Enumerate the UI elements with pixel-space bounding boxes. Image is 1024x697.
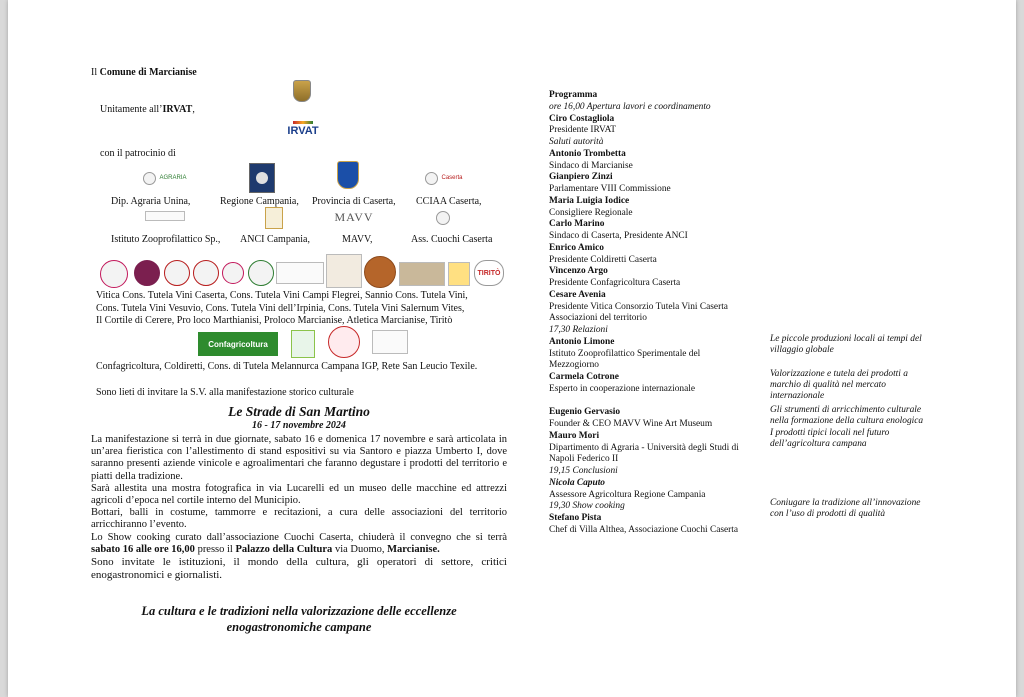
program-line: 17,30 Relazioni [549,325,608,335]
program-line: Assessore Agricoltura Regione Campania [549,489,706,500]
patronage-label: con il patrocinio di [100,148,176,159]
irpinia-logo [222,262,244,284]
talk-mori: I prodotti tipici locali nel futuro dell’agricoltura campana [770,428,890,450]
campi-flegrei-logo [134,260,160,286]
patron-cuochi: Ass. Cuochi Caserta [411,234,493,245]
talk-pista: Coniugare la tradizione all’innovazione con l’uso di prodotti di qualità [770,498,921,520]
program-line: Eugenio Gervasio [549,407,621,418]
partners-text-2: Confagricoltura, Coldiretti, Cons. di Tutela Melannurca Campana IGP, Rete San Leucio Texile. [96,361,478,372]
program-line: Ciro Costagliola [549,113,615,124]
program-line [549,396,769,408]
patron-mavv: MAVV, [342,234,373,245]
event-dates: 16 - 17 novembre 2024 [252,420,346,431]
program-line: Dipartimento di Agraria - Università degli Studi di [549,442,739,453]
talk-limone: Le piccole produzioni locali ai tempi del villaggio globale [770,334,922,356]
program-line: Vincenzo Argo [549,266,608,277]
program-line: Associazioni del territorio [549,313,647,324]
theme-title: La cultura e le tradizioni nella valorizzazione delle eccellenze enogastronomiche campane [141,604,457,634]
marcianise-coat-of-arms-icon [293,80,311,102]
program-line: Consigliere Regionale [549,207,633,218]
confagricoltura-logo: Confagricoltura [198,332,278,356]
program-line: Presidente Confagricoltura Caserta [549,278,681,288]
cortile-cerere-logo [326,254,362,288]
showcooking-text: Lo Show cooking curato dall’associazione Cuochi Caserta, chiuderà il convegno che si terrà sabato 16 alle ore 16,00 presso il Palazzo della Cultura via Duomo, Marcianise. [91,531,507,555]
cciaa-caserta-logo: Caserta [423,171,465,185]
event-description: La manifestazione si terrà in due giornate, sabato 16 e domenica 17 novembre e sarà articolata in un’area fieristica con l’allestimento di stand espositivi su via Santoro e piazza Umberto I, dove saranno presenti aziende vinicole e agroalimentari che faranno degustare i prodotti del territorio e piatti della tradizione. Sarà allestita una mostra fotografica in via Lucarelli ed un museo delle macchine ed attrezzi agricoli d’epoca nel cortile interno del Municipio. Bottari, balli in costume, tammorre e recitazioni, a cura delle associazioni del territorio arricchiranno l’evento. Lo Show cooking curato dall’associazione Cuochi Caserta, chiuderà il convegno che si terrà sabato 16 alle ore 16,00 presso il Palazzo della Cultura via Duomo, Marcianise. Sono invitate le istituzioni, il mondo della cultura, gli operatori di settore, critici enogastronomici e giornalisti. [91,434,507,582]
program-line: Parlamentare VIII Commissione [549,184,671,194]
agraria-unina-logo: AGRARIA [134,171,196,185]
program-line: Esperto in cooperazione internazionale [549,383,696,394]
regione-campania-logo [249,163,275,193]
program-line: Napoli Federico II [549,454,619,465]
program-line: Saluti autorità [549,137,604,147]
invite-text: Sono lieti di invitare la S.V. alla manifestazione storico culturale [96,387,354,398]
talk-gervasio: Gli strumenti di arricchimento culturale nella formazione della cultura enologica [770,405,924,427]
program-line: 19,30 Show cooking [549,501,625,512]
program-line: Mezzogiorno [549,360,599,371]
program-line: Programma [549,90,598,100]
program-line: Antonio Trombetta [549,148,626,159]
irvat-logo: IRVAT [286,118,320,140]
anci-campania-logo [265,207,283,229]
tirito-logo: TIRITÒ [474,260,504,286]
provincia-caserta-logo [336,160,360,190]
patron-cciaa: CCIAA Caserta, [416,196,482,207]
program-line: Nicola Caputo [549,477,605,488]
program-line: Istituto Zooprofilattico Sperimentale del [549,348,701,359]
program-line: Presidente IRVAT [549,125,617,136]
program-list [549,90,769,537]
patron-anci: ANCI Campania, [240,234,310,245]
organizer-name: Comune di Marcianise [99,67,197,78]
salernum-logo [248,260,274,286]
program-line: ore 16,00 Apertura lavori e coordinamento [549,101,711,112]
program-line: Presidente Coldiretti Caserta [549,254,657,265]
cuochi-caserta-logo [436,211,450,225]
event-title: Le Strade di San Martino [228,404,370,419]
vitica-logo [100,260,128,288]
patron-agraria: Dip. Agraria Unina, [111,196,191,207]
program-line: Enrico Amico [549,242,604,253]
program-line: Gianpiero Zinzi [549,172,613,183]
program-line: Chef di Villa Althea, Associazione Cuochi Caserta [549,524,739,535]
patron-regione: Regione Campania, [220,196,299,207]
organizer-line: Il Comune di Marcianise [91,67,197,78]
program-line: Mauro Mori [549,430,600,441]
consorzio-salernum-logo [276,262,324,284]
program-line: Sindaco di Marcianise [549,160,633,171]
zooprofilattico-logo [145,211,185,221]
vesuvio-logo [193,260,219,286]
talk-cotrone: Valorizzazione e tutela dei prodotti a marchio di qualità nel mercato internazionale [770,369,908,402]
program-line: Stefano Pista [549,513,602,523]
patron-zooprofilattico: Istituto Zooprofilattico Sp., [111,234,221,245]
program-line: Cesare Avenia [549,289,606,300]
patron-provincia: Provincia di Caserta, [312,196,396,207]
sannio-logo [164,260,190,286]
program-line: Antonio Limone [549,336,615,347]
together-line: Unitamente all’IRVAT, [100,104,195,115]
proloco-marcianise-logo [399,262,445,286]
program-line: Founder & CEO MAVV Wine Art Museum [549,419,713,429]
melannurca-logo [328,326,360,358]
san-leucio-logo [372,330,408,354]
partners-text: Vitica Cons. Tutela Vini Caserta, Cons. Tutela Vini Campi Flegrei, Sannio Cons. Tutela Vini, Cons. Tutela Vini Vesuvio, Cons. Tutela Vini dell’Irpinia, Cons. Tutela Vini Salernum Vites, Il Cortile di Cerere, Pro loco Marthianisi, Proloco Marcianise, Atletica Marcianise, Tiritò [96,290,468,326]
pro-loco-marthianisi-logo [364,256,396,288]
mavv-logo: MAVV [334,209,374,224]
invited-text: Sono invitate le istituzioni, il mondo della cultura, gli operatori di settore, critici enogastronomici e giornalisti. [91,556,507,582]
program-line: Maria Luigia Iodice [549,195,630,206]
document-page [8,0,1016,697]
program-line: 19,15 Conclusioni [549,466,618,476]
program-line: Carlo Marino [549,219,605,230]
program-line: Sindaco di Caserta, Presidente ANCI [549,231,688,241]
program-line: Presidente Vitica Consorzio Tutela Vini Caserta [549,301,728,312]
coldiretti-logo [291,330,315,358]
program-line: Carmela Cotrone [549,372,619,382]
atletica-marcianise-logo [448,262,470,286]
